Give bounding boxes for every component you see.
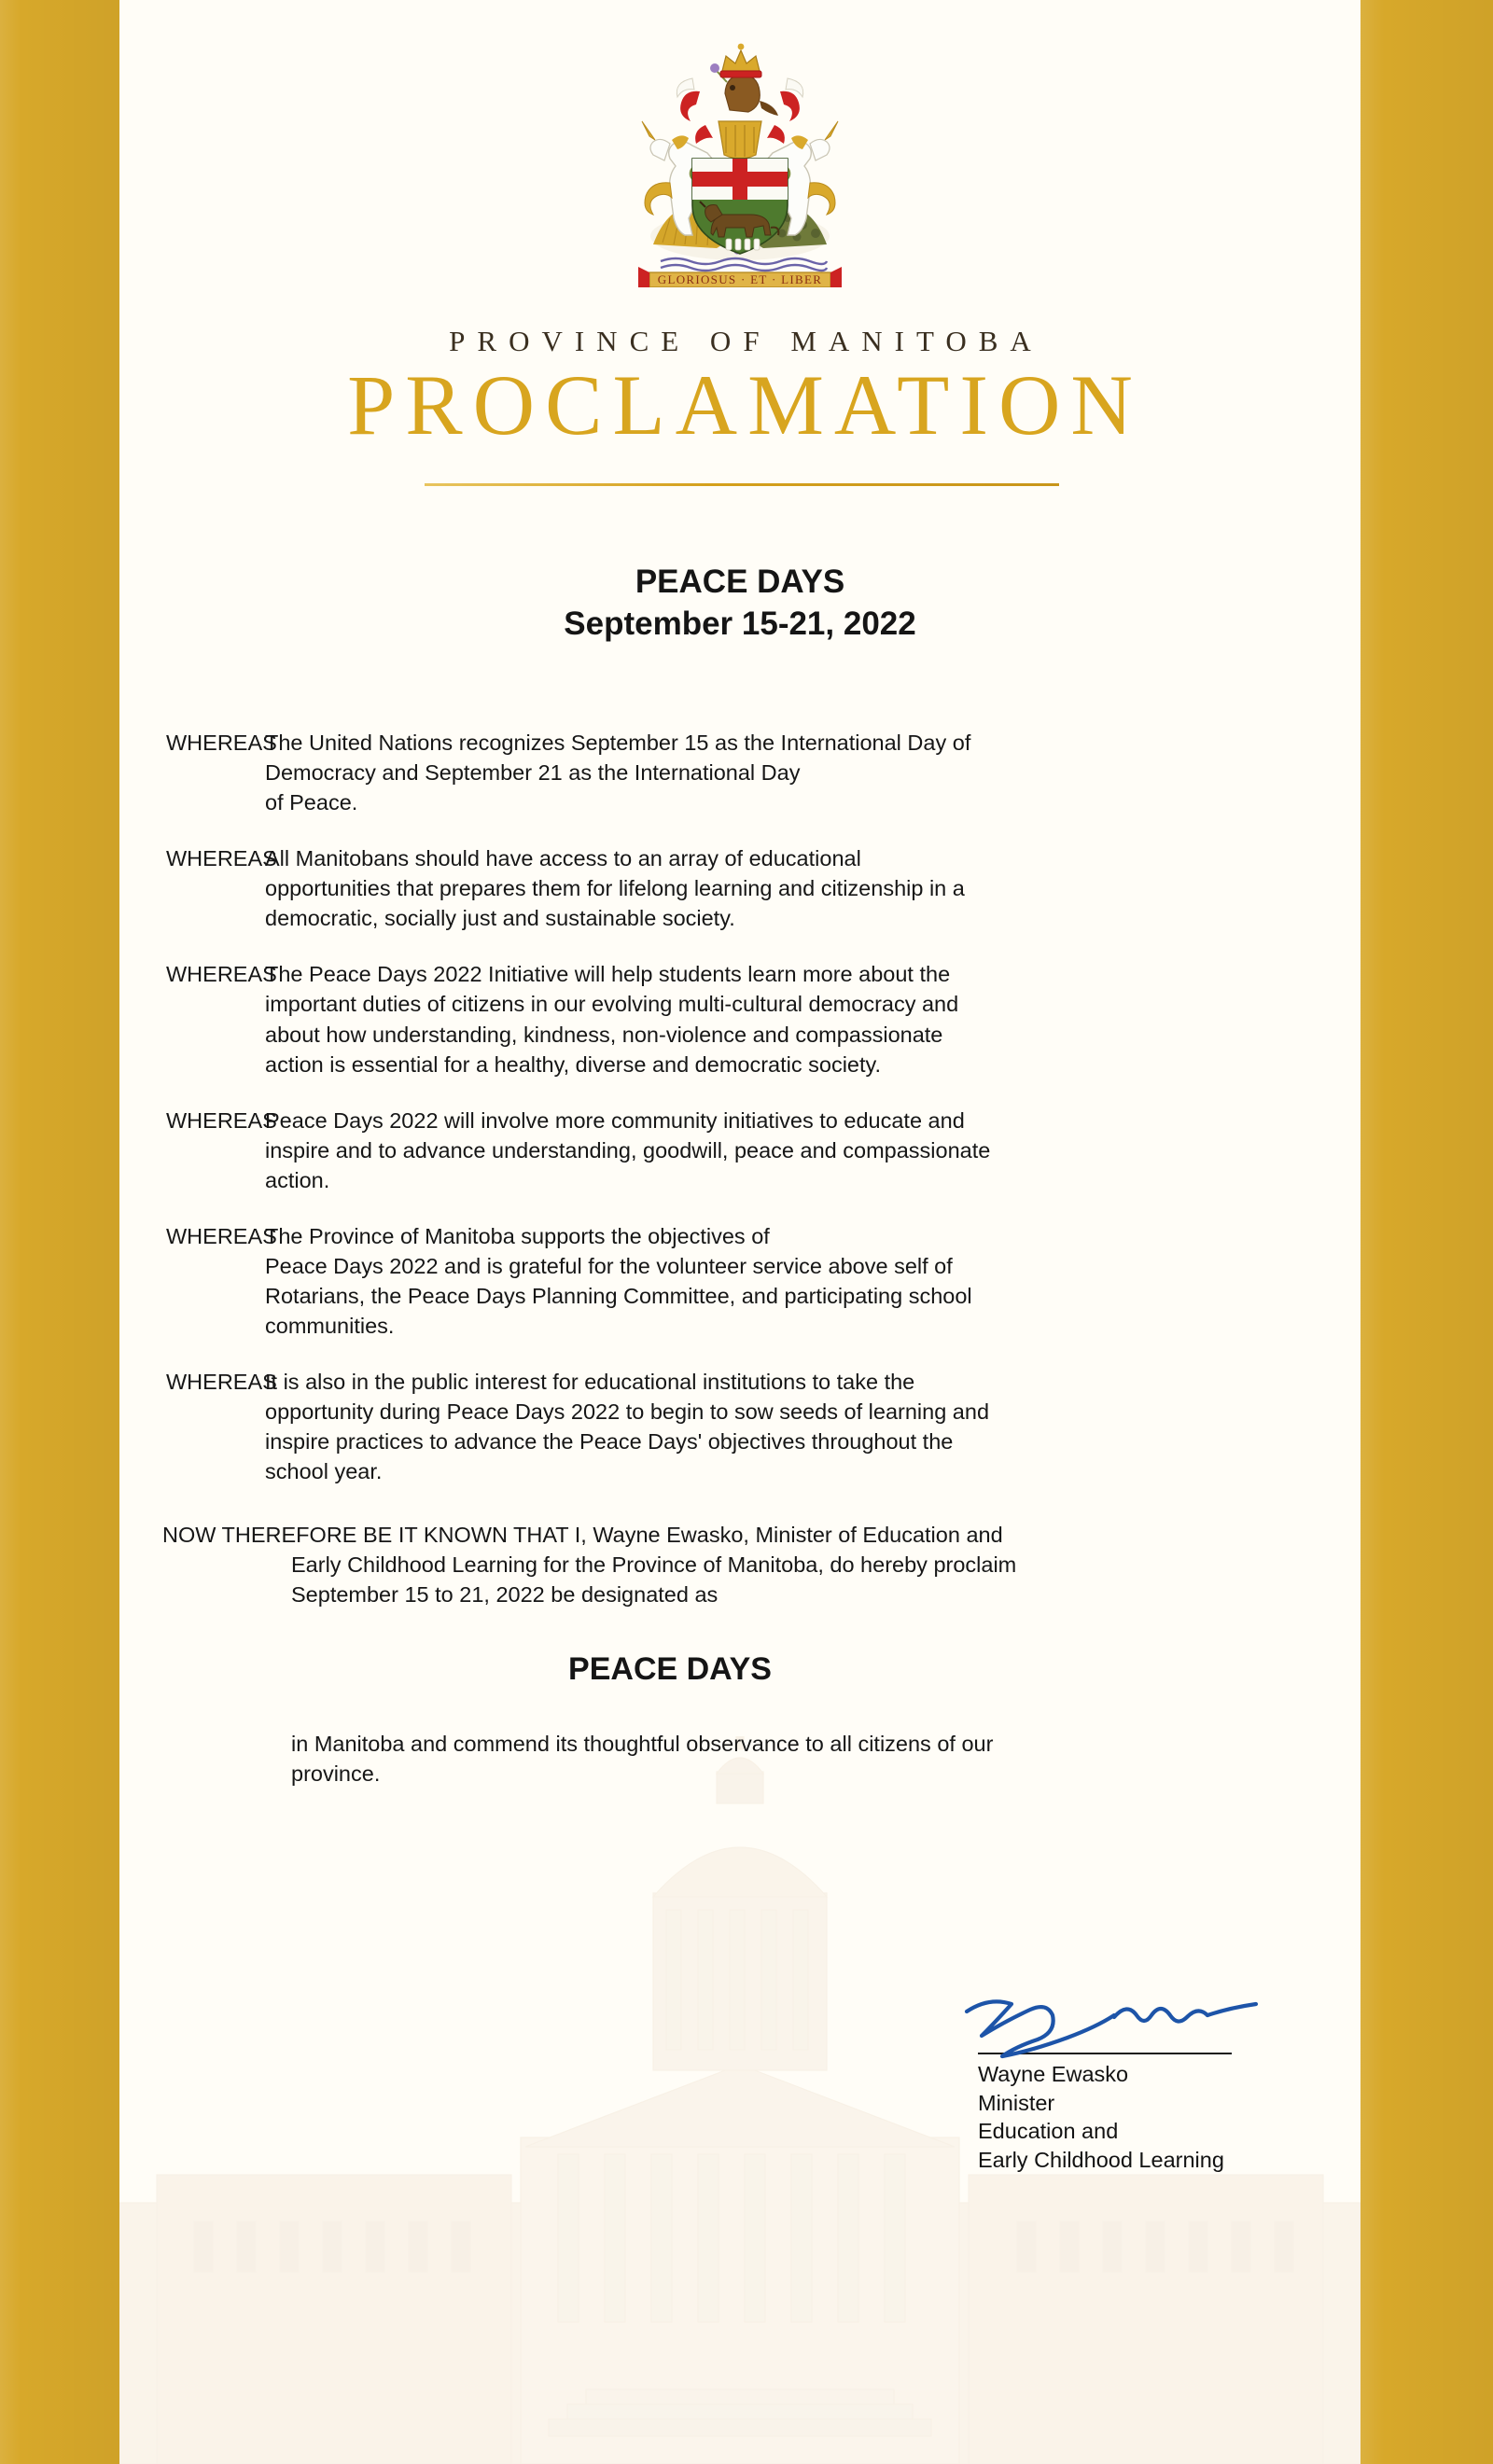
signatory-title: Minister bbox=[978, 2090, 1055, 2115]
whereas-label: WHEREAS bbox=[166, 846, 277, 871]
clause-line: school year. bbox=[265, 1459, 383, 1484]
proclamation-body bbox=[119, 728, 1360, 1789]
whereas-label: WHEREAS bbox=[166, 1107, 277, 1133]
therefore-line: NOW THEREFORE BE IT KNOWN THAT I, Wayne Ewasko, Minister of Education and bbox=[162, 1523, 1003, 1548]
clause-line: All Manitobans should have access to an array of educational bbox=[265, 846, 861, 871]
now-therefore-clause bbox=[119, 1520, 1323, 1609]
manitoba-coat-of-arms-icon bbox=[595, 35, 885, 287]
clause-line: inspire and to advance understanding, goodwill, peace and compassionate bbox=[265, 1137, 991, 1162]
whereas-clause bbox=[119, 959, 1323, 1079]
page-title: PROCLAMATION bbox=[347, 357, 1143, 452]
whereas-text bbox=[265, 959, 1323, 1079]
gold-divider-rule bbox=[425, 483, 1059, 486]
right-gold-border bbox=[1360, 0, 1493, 2464]
occasion-dates: September 15-21, 2022 bbox=[564, 605, 916, 642]
whereas-text bbox=[265, 843, 1323, 933]
clause-line: of Peace. bbox=[265, 790, 358, 815]
clause-line: about how understanding, kindness, non-violence and compassionate bbox=[265, 1022, 943, 1047]
clause-line: opportunity during Peace Days 2022 to begin to sow seeds of learning and bbox=[265, 1399, 990, 1425]
whereas-label: WHEREAS bbox=[166, 731, 277, 755]
clause-line: The Province of Manitoba supports the objectives of bbox=[265, 1223, 770, 1248]
left-gold-border bbox=[0, 0, 119, 2464]
whereas-label: WHEREAS bbox=[166, 962, 277, 987]
closing-line: province. bbox=[291, 1761, 381, 1786]
whereas-text bbox=[265, 728, 1323, 817]
clause-line: inspire practices to advance the Peace Days' objectives throughout the bbox=[265, 1429, 954, 1455]
signatory-department-line-1: Education and bbox=[978, 2119, 1119, 2144]
clause-line: The United Nations recognizes September 15 as the International Day of bbox=[265, 731, 971, 755]
clause-line: Peace Days 2022 will involve more community initiatives to educate and bbox=[265, 1107, 965, 1133]
clause-line: action is essential for a healthy, diverse and democratic society. bbox=[265, 1051, 882, 1077]
whereas-clause bbox=[119, 1106, 1323, 1195]
svg-text:GLORIOSUS · ET · LIBER: GLORIOSUS · ET · LIBER bbox=[657, 272, 823, 286]
whereas-clause bbox=[119, 843, 1323, 933]
signature-block bbox=[978, 2053, 1360, 2174]
closing-paragraph bbox=[119, 1729, 1323, 1789]
clause-line: Peace Days 2022 and is grateful for the volunteer service above self of bbox=[265, 1253, 953, 1278]
handwritten-signature bbox=[957, 1984, 1265, 2069]
proclaimed-title: PEACE DAYS bbox=[568, 1650, 772, 1687]
document-paper bbox=[119, 0, 1360, 2464]
clause-line: The Peace Days 2022 Initiative will help students learn more about the bbox=[265, 962, 951, 987]
whereas-clause bbox=[119, 728, 1323, 817]
whereas-label: WHEREAS bbox=[166, 1370, 277, 1395]
whereas-label: WHEREAS bbox=[166, 1223, 277, 1248]
whereas-text bbox=[265, 1221, 1323, 1341]
clause-line: action. bbox=[265, 1167, 330, 1192]
signatory-department-line-2: Early Childhood Learning bbox=[978, 2147, 1224, 2172]
crest-container bbox=[119, 35, 1360, 287]
therefore-line: Early Childhood Learning for the Province of Manitoba, do hereby proclaim bbox=[291, 1552, 1017, 1578]
signatory-details bbox=[978, 2060, 1360, 2174]
clause-line: Democracy and September 21 as the International Day bbox=[265, 760, 801, 786]
clause-line: It is also in the public interest for educational institutions to take the bbox=[265, 1370, 915, 1395]
whereas-clause bbox=[119, 1221, 1323, 1341]
signature-rule bbox=[978, 2053, 1232, 2054]
clause-line: communities. bbox=[265, 1314, 395, 1338]
province-line: PROVINCE OF MANITOBA bbox=[449, 325, 1043, 357]
closing-line: in Manitoba and commend its thoughtful observance to all citizens of our bbox=[291, 1731, 994, 1756]
whereas-text bbox=[265, 1367, 1323, 1486]
whereas-clause bbox=[119, 1367, 1323, 1486]
occasion-title: PEACE DAYS bbox=[635, 564, 845, 600]
clause-line: democratic, socially just and sustainable society. bbox=[265, 906, 735, 931]
clause-line: Rotarians, the Peace Days Planning Committee, and participating school bbox=[265, 1283, 972, 1308]
clause-line: important duties of citizens in our evolving multi-cultural democracy and bbox=[265, 992, 959, 1017]
occasion-heading bbox=[119, 562, 1360, 646]
therefore-line: September 15 to 21, 2022 be designated as bbox=[291, 1582, 719, 1608]
whereas-text bbox=[265, 1106, 1323, 1195]
signatory-name: Wayne Ewasko bbox=[978, 2062, 1129, 2086]
clause-line: opportunities that prepares them for lifelong learning and citizenship in a bbox=[265, 876, 965, 901]
